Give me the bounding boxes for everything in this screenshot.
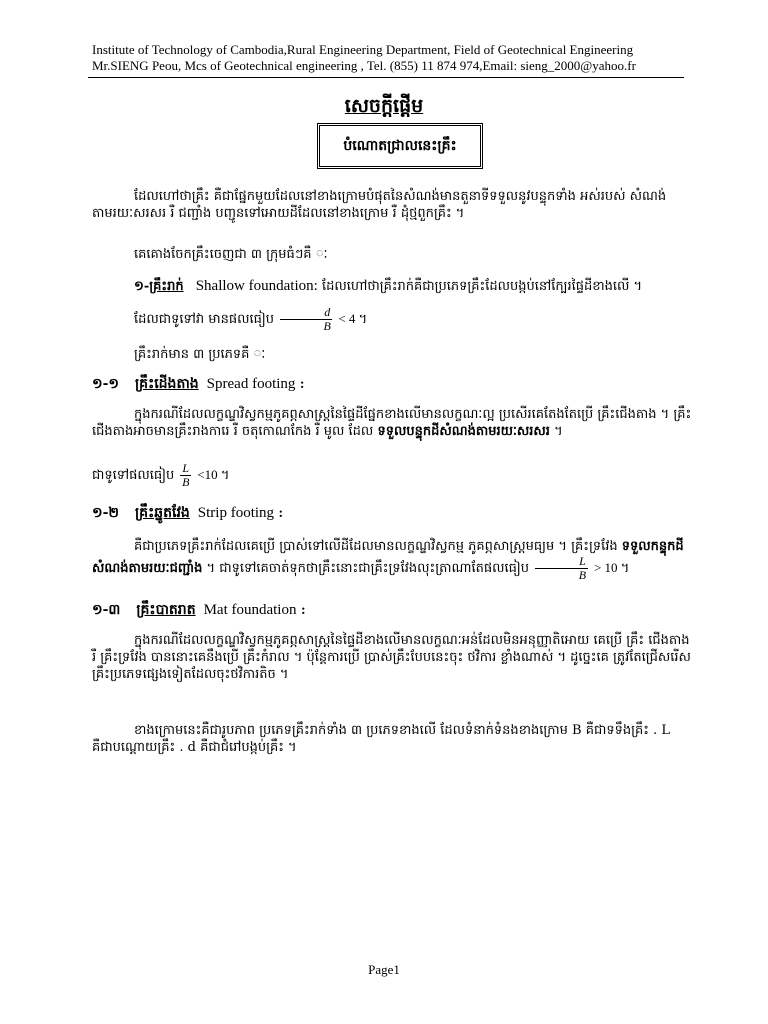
section-text-end: ។	[549, 424, 563, 439]
page-number: Page1	[368, 962, 400, 977]
intro-paragraph: ដែលហៅថាគ្រឹះ គឺជាផ្នែកមួយដែលនៅខាងក្រោមបំផុតនៃសំណង់មានតួនាទីទទួលនូវបន្ទុកទាំង អស់របស់ សំណង់ តាមរយៈសរសរ រឺ ជញ្ជាំង បញ្ជូនទៅអោយដីដែលនៅខាងក្រោម រឺ ដុំថ្មពួកគ្រឹះ ។	[92, 189, 667, 221]
section-text: ក្នុងករណីដែលលក្ខណ្ឌវិស្វកម្មភូគព្ភសាស្ត្រនៃផ្ទៃដីផ្នែកខាងលើមានលក្ខណៈល្អ ប្រសើរគេតែងតែប្រើ គ្រឹះជើងតាង ។ គ្រឹះជើងតាងអាចមានគ្រឹះរាងការេ រឺ ចតុកោណកែង រឺ មូល ដែល	[92, 407, 692, 439]
ratio-relation: < 4 ។	[338, 311, 368, 326]
ratio-fraction	[535, 555, 588, 582]
header-institution: Institute of Technology of Cambodia,Rural Engineering Department, Field of Geotechnical Engineering	[92, 42, 634, 57]
spread-footing-text	[92, 406, 692, 440]
section-kh-title: គ្រឹះឆ្នូតវែង	[135, 505, 190, 521]
section-kh-title: គ្រឹះបាតរាត	[136, 602, 196, 618]
ratio-relation: <10 ។	[197, 467, 230, 482]
strip-footing-text	[92, 538, 692, 582]
section-text: ដែលហៅថាគ្រឹះរាក់គឺជាប្រភេទគ្រឹះដែលបង្កប់នៅក្បែរផ្ទៃដីខាងលើ ។	[321, 279, 643, 294]
heading-strip-footing	[92, 503, 283, 524]
fraction-denominator: B	[323, 319, 331, 333]
heading-colon: :	[299, 377, 305, 392]
fraction-denominator: B	[578, 568, 587, 582]
subtitle: បំណោតជ្រាលនេះគ្រឹះ	[343, 137, 457, 154]
fraction-denominator: B	[182, 475, 190, 489]
ratio-relation: > 10 ។	[593, 560, 630, 575]
shallow-ratio	[92, 306, 692, 333]
section-number: ១-៣	[92, 602, 121, 618]
intro-groups: គេគោងចែកគ្រឹះចេញជា ៣ ក្រុមធំៗគឺ ៈ	[134, 247, 328, 262]
heading-spread-footing	[92, 374, 305, 395]
section-number: ១-	[134, 279, 150, 294]
section-kh-title: គ្រឹះដើងតាង	[135, 376, 199, 392]
section-en-title: Shallow foundation:	[195, 278, 318, 294]
fraction-numerator: L	[535, 555, 588, 569]
spread-ratio	[92, 462, 692, 489]
section-en-title: Strip footing	[197, 505, 275, 521]
mat-foundation-text: ក្នុងករណីដែលលក្ខណ្ឌវិស្វកម្មភូគព្ភសាស្ត្រនៃផ្ទៃដីខាងលើមានលក្ខណៈអន់ដែលមិនអនុញ្ញាតិអោយ គេប្រើ គ្រឹះ ជើងតាង រឺ គ្រឹះទ្រវែង បាននោះគេនឹងប្រើ គ្រឹះកំរាល ។ ប៉ុន្តែការប្រើ ប្រាស់គ្រឹះបែបនេះចុះ ថវិការ ខ្លាំងណាស់ ។ ដូច្នេះគេ ត្រូវតែជ្រើសរើសគ្រឹះប្រភេទផ្សេងទៀតដែលចុះថវិការតិច ។	[92, 633, 691, 682]
section-number: ១-១	[92, 376, 120, 392]
page-header	[92, 42, 712, 74]
header-divider	[88, 77, 684, 78]
section-number: ១-២	[92, 505, 120, 521]
header-author: Mr.SIENG Peou, Mcs of Geotechnical engineering , Tel. (855) 11 874 974,Email: sieng_2000@yahoo.fr	[92, 58, 636, 73]
heading-colon: :	[278, 506, 284, 521]
section-kh-title: គ្រឹះរាក់	[149, 279, 184, 294]
ratio-fraction	[280, 306, 332, 333]
section-text-bold: ទទួលកន្ទុកដីសំណង់តាមរយៈជញ្ជាំង	[92, 539, 684, 576]
fraction-numerator: d	[280, 306, 332, 320]
ratio-fraction	[180, 462, 191, 489]
section-text: គឺជាប្រភេទគ្រឹះរាក់ដែលគេប្រើ ប្រាស់ទៅលើដីដែលមានលក្ខណ្ឌវិស្វកម្ម ភូគព្ភសាស្ត្រមធ្យម ។ គ្រឹះទ្រវែង	[134, 539, 618, 554]
heading-colon: :	[300, 603, 306, 618]
figure-description: ខាងក្រោមនេះគឺជារូបភាព ប្រភេទគ្រឹះរាក់ទាំង ៣ ប្រភេទខាងលើ ដែលទំនាក់ទំនងខាងក្រោម B គឺជាទទឹងគ្រឹះ . L គឺជាបណ្តោយគ្រឹះ . d គឺជាជំរៅបង្កប់គ្រឹះ ។	[92, 723, 670, 755]
section-shallow	[92, 278, 692, 295]
ratio-text: ជាទូទៅផលធៀប	[92, 468, 175, 483]
shallow-types: គ្រឹះរាក់មាន ៣ ប្រភេទគឺ ៈ	[134, 347, 266, 362]
heading-mat-foundation	[92, 600, 306, 621]
section-en-title: Mat foundation	[203, 602, 297, 618]
fraction-numerator: L	[182, 461, 190, 475]
subtitle-box	[317, 123, 483, 169]
page-title: សេចក្តីផ្តើម	[344, 95, 424, 117]
section-en-title: Spread footing	[206, 376, 296, 392]
ratio-text: ដែលជាទូទៅវា មានផលធៀប	[134, 312, 275, 327]
section-text-bold: ទទួលបន្ទុកដីសំណង់តាមរយៈសរសរ	[377, 424, 550, 439]
section-text-b: ។ ជាទូទៅគេចាត់ទុកថាគ្រឹះនោះជាគ្រឹះទ្រវែងលុះត្រាណាតែផលធៀប	[202, 561, 529, 576]
